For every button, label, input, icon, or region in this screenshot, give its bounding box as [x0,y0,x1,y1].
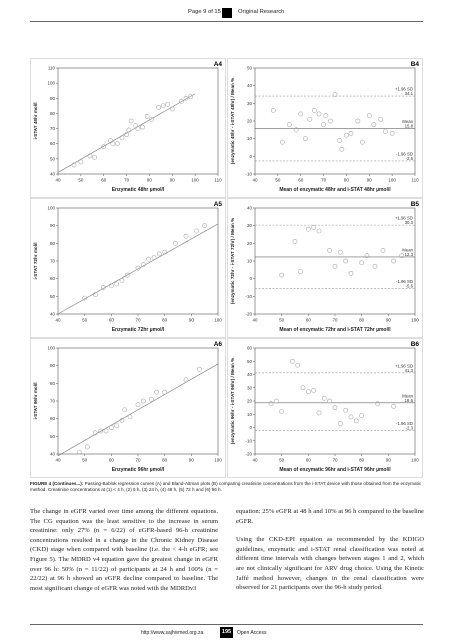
data-point [390,131,394,135]
plot-area [255,208,415,314]
plot-area [255,68,415,174]
upper-line-title: +1.96 SD [394,363,413,369]
data-point [338,250,342,254]
plot-area [58,208,218,314]
lower-line-title: -1.96 SD [396,151,413,157]
y-tick-label: 100 [47,80,55,86]
data-point [373,264,377,268]
data-point [349,415,353,419]
data-point [379,117,383,121]
x-tick-label: 40 [252,177,258,183]
upper-line-value: 30.3 [404,220,413,226]
data-point [328,119,332,123]
x-tick-label: 80 [162,457,168,463]
data-point [120,278,124,282]
x-tick-label: 60 [101,177,107,183]
data-point [157,252,161,256]
y-tick-label: 40 [246,372,252,377]
data-point [184,378,188,382]
data-point [147,257,151,261]
mean-line-title: Mean [402,118,413,124]
data-point [328,399,332,403]
data-point [156,105,160,109]
data-point [280,273,284,277]
y-tick-label: 50 [49,156,55,162]
y-tick-label: -20 [245,451,252,457]
panel-label: A6 [213,341,222,348]
y-tick-label: -10 [245,293,252,299]
page-header [0,8,453,20]
data-point [306,227,310,231]
data-point [188,95,192,99]
x-tick-label: 100 [411,457,419,463]
body-paragraph: The change in eGFR varied over time among the different equations. The CG equation was the least sensitive to the increase in serum creatinine: only 27% (n = 6/22) of eGFR-based 96-h creatinine concentrations resulted in a change in the Chronic Kidney Disease (CKD) stage when compared with baseline (i.e. the < 4-h eGFR; see Figure 5). The MDRD v4 equation gave the greatest change in eGFR over 96 h: 50% (n = 11/22) of participants at 24 h and 100% (n = 22/22) at 96 h showed an eGFR decline compared to baseline. The most significant change of eGFR was noted with the MDRDv3 [30,508,218,592]
x-tick-label: 60 [298,177,304,183]
y-tick-label: 20 [246,240,252,246]
open-access-label: Open Access [237,630,267,636]
data-point [120,136,124,140]
x-tick-label: 50 [279,317,285,323]
data-point [354,419,358,423]
y-tick-label: 60 [49,141,55,147]
x-tick-label: 50 [78,177,84,183]
y-axis-label: (enzymatic 72hr - i-STAT 72hr) / Mean % [230,217,235,305]
y-tick-label: 80 [49,240,55,246]
data-point [299,112,303,116]
y-tick-label: 40 [49,171,55,177]
upper-line-title: +1.96 SD [394,215,413,221]
data-point [360,140,364,144]
data-point [344,408,348,412]
data-point [161,104,165,108]
data-point [317,112,321,116]
caption-label: FIGURE 4 (Continues...): [30,481,84,486]
chart-panel-A6 [31,339,226,478]
data-point [349,131,353,135]
chart-panel-A5 [31,199,226,338]
data-point [328,248,332,252]
x-tick-label: 100 [214,317,222,323]
x-tick-label: 40 [55,177,61,183]
x-axis-label: Enzymatic 72hr µmol/l [111,327,165,333]
body-paragraph: equation: 25% eGFR at 48 h and 10% at 96 h compared to the baseline eGFR. [236,508,424,525]
plot-area [58,348,218,454]
figure-4-panels [30,58,423,478]
data-point [173,241,177,245]
y-axis-label: i-STAT 72hr mol/l [33,242,38,280]
x-tick-label: 110 [411,177,419,183]
body-column-left [30,507,218,602]
data-point [115,142,119,146]
upper-line-title: +1.96 SD [394,86,413,92]
y-tick-label: 90 [49,95,55,101]
data-point [170,107,174,111]
data-point [134,123,138,127]
plot-area [255,348,415,454]
x-tick-label: 40 [252,457,258,463]
y-tick-label: 50 [246,358,252,364]
lower-line-value: -2.3 [405,425,413,431]
y-tick-label: -10 [245,171,252,177]
x-tick-label: 60 [108,457,114,463]
data-point [155,390,159,394]
x-tick-label: 50 [82,317,88,323]
y-tick-label: 0 [249,425,252,430]
x-axis-label: Mean of enzymatic 96hr and i-STAT 96hr µmol/l [279,467,391,473]
y-tick-label: 10 [246,258,252,264]
mean-line-value: 15.8 [404,123,413,129]
data-point [312,108,316,112]
data-point [129,119,133,123]
data-point [203,224,207,228]
x-tick-label: 60 [305,317,311,323]
x-tick-label: 70 [124,177,130,183]
mean-line-value: 18.6 [404,397,413,403]
data-point [383,130,387,134]
x-tick-label: 100 [388,177,396,183]
y-axis-label: (enzymatic 96hr - i-STAT 96hr) / Mean % [230,357,235,445]
data-point [145,114,149,118]
data-point [149,397,153,401]
mean-line-value: 12.3 [404,251,413,257]
x-tick-label: 60 [305,457,311,463]
section-label: Original Research [238,9,285,15]
x-tick-label: 50 [279,457,285,463]
data-point [372,122,376,126]
panel-label: B6 [410,341,419,348]
data-point [360,413,364,417]
regression-line [58,224,218,314]
data-point [317,411,321,415]
header-rule [30,21,423,22]
data-point [123,408,127,412]
x-tick-label: 50 [82,457,88,463]
y-tick-label: 40 [49,451,55,457]
data-point [269,402,273,406]
data-point [85,445,89,449]
y-tick-label: 0 [249,276,252,282]
data-point [128,415,132,419]
y-tick-label: 50 [246,65,252,71]
data-point [109,425,113,429]
x-tick-label: 70 [332,317,338,323]
x-tick-label: 40 [55,457,61,463]
data-point [376,402,380,406]
chart-panel-A4 [31,59,226,198]
y-axis-label: i-STAT 48hr mol/l [33,102,38,140]
mean-line-title: Mean [402,393,413,399]
data-point [338,421,342,425]
y-tick-label: 60 [246,345,252,351]
data-point [136,126,140,130]
x-tick-label: 70 [135,317,141,323]
y-tick-label: 80 [49,380,55,386]
x-tick-label: 70 [321,177,327,183]
y-tick-label: 10 [246,411,252,417]
y-tick-label: 30 [246,385,252,391]
data-point [141,399,145,403]
x-axis-label: Mean of enzymatic 72hr and i-STAT 72hr µmol/l [279,327,391,333]
y-tick-label: 40 [246,83,252,89]
panel-label: B5 [410,201,419,208]
body-column-right [236,507,424,602]
data-point [308,117,312,121]
data-point [115,282,119,286]
data-point [312,225,316,229]
body-paragraph: Using the CKD-EPI equation as recommended by the KDIGO guidelines, enzymatic and i-STAT renal classification was noted at different time intervals with changes between stages 1 and 2, which are not clinically significant for ARV drug choice. Using the Kinetic Jaffé method however, changes in the renal classification were observed for 21 participants over the 96-h study period. [236,536,424,592]
figure-caption [30,481,423,493]
x-axis-label: Enzymatic 48hr µmol/l [111,187,165,193]
data-point [274,399,278,403]
data-point [280,140,284,144]
lower-line-value: -5.6 [405,283,413,289]
data-point [301,386,305,390]
x-tick-label: 90 [169,177,175,183]
x-tick-label: 60 [108,317,114,323]
data-point [152,255,156,259]
chart-panel-B5 [228,199,423,338]
journal-url[interactable]: http://www.sajhivmed.org.za [141,630,204,636]
data-point [381,248,385,252]
y-tick-label: 50 [49,293,55,299]
data-point [104,429,108,433]
regression-line [58,364,218,456]
x-tick-label: 90 [366,177,372,183]
y-tick-label: 30 [246,100,252,106]
y-tick-label: 60 [49,416,55,422]
data-point [322,396,326,400]
data-point [360,261,364,265]
y-tick-label: 20 [246,398,252,404]
x-tick-label: 90 [385,457,391,463]
x-tick-label: 80 [359,457,365,463]
y-tick-label: 10 [246,136,252,142]
lower-line-value: -2.6 [405,155,413,161]
header-marker [222,8,232,18]
footer-rule [30,624,423,625]
upper-line-value: 34.1 [404,91,413,97]
panel-label: A4 [213,61,222,68]
x-axis-label: Mean of enzymatic 48hr and i-STAT 48hr µmol/l [279,187,391,193]
x-tick-label: 40 [252,317,258,323]
x-axis-label: Enzymatic 96hr µmol/l [111,467,165,473]
y-tick-label: 40 [246,205,252,211]
y-tick-label: 70 [49,258,55,264]
lower-line-title: -1.96 SD [396,279,413,285]
x-tick-label: 80 [343,177,349,183]
x-tick-label: 80 [162,317,168,323]
y-tick-label: 100 [47,205,55,211]
data-point [115,424,119,428]
data-point [280,410,284,414]
data-point [333,406,337,410]
page-label: Page 9 of 15 [188,9,221,15]
y-axis-label: i-STAT 96hr mol/l [33,382,38,420]
data-point [136,402,140,406]
data-point [79,160,83,164]
x-tick-label: 110 [214,177,222,183]
x-tick-label: 90 [385,317,391,323]
data-point [324,114,328,118]
y-tick-label: 40 [49,311,55,317]
data-point [306,390,310,394]
data-point [317,229,321,233]
x-tick-label: 40 [55,317,61,323]
y-tick-label: 90 [49,223,55,229]
y-tick-label: 70 [49,126,55,132]
data-point [271,108,275,112]
mean-line-title: Mean [402,247,413,253]
panel-label: B4 [410,61,419,68]
y-tick-label: -10 [245,438,252,444]
y-tick-label: 0 [249,153,252,159]
x-tick-label: 90 [188,457,194,463]
x-tick-label: 100 [214,457,222,463]
y-tick-label: 90 [49,363,55,369]
y-axis-label: (enzymatic 48hr - i-STAT 48hr) / Mean % [230,77,235,165]
data-point [333,92,337,96]
y-tick-label: -20 [245,311,252,317]
y-tick-label: 30 [246,223,252,229]
x-tick-label: 90 [188,317,194,323]
data-point [349,271,353,275]
upper-line-value: 41.3 [404,367,413,373]
x-tick-label: 70 [135,457,141,463]
data-point [344,259,348,263]
data-point [356,119,360,123]
data-point [303,137,307,141]
plot-area [58,68,218,174]
data-point [340,147,344,151]
x-tick-label: 100 [411,317,419,323]
data-point [392,404,396,408]
data-point [290,359,294,363]
chart-panel-B6 [228,339,423,478]
data-point [367,114,371,118]
y-tick-label: 50 [49,433,55,439]
x-tick-label: 80 [146,177,152,183]
x-tick-label: 50 [275,177,281,183]
y-tick-label: 80 [49,110,55,116]
data-point [293,239,297,243]
y-tick-label: 60 [49,276,55,282]
data-point [344,133,348,137]
data-point [296,363,300,367]
y-tick-label: 20 [246,118,252,124]
y-tick-label: 70 [49,398,55,404]
caption-text: Passing-Bablok regression curves (A) and Bland-Altman plots (B) comparing creatinine concentrations from the i-STAT device with those obtained from the enzymatic method. Creatinine concentrations at (1) < 4 h, (2) 6 h, (3) 24 h, (4) 48 h, (5) 72 h and (6) 96 h. [30,481,422,493]
x-tick-label: 100 [191,177,199,183]
chart-panel-B4 [228,59,423,198]
data-point [111,142,115,146]
data-point [392,259,396,263]
panel-label: A5 [213,201,222,208]
regression-line [58,94,195,173]
data-point [287,122,291,126]
data-point [337,138,341,142]
x-tick-label: 80 [359,317,365,323]
data-point [140,125,144,129]
data-point [333,264,337,268]
page-number: 195 [220,627,233,638]
y-tick-label: 100 [47,345,55,351]
data-point [163,390,167,394]
y-tick-label: 110 [47,65,55,71]
x-tick-label: 70 [332,457,338,463]
data-point [312,388,316,392]
data-point [298,270,302,274]
data-point [184,234,188,238]
data-point [195,229,199,233]
data-point [166,102,170,106]
data-point [321,122,325,126]
lower-line-title: -1.96 SD [396,421,413,427]
data-point [92,155,96,159]
data-point [197,367,201,371]
page-footer [0,627,453,639]
